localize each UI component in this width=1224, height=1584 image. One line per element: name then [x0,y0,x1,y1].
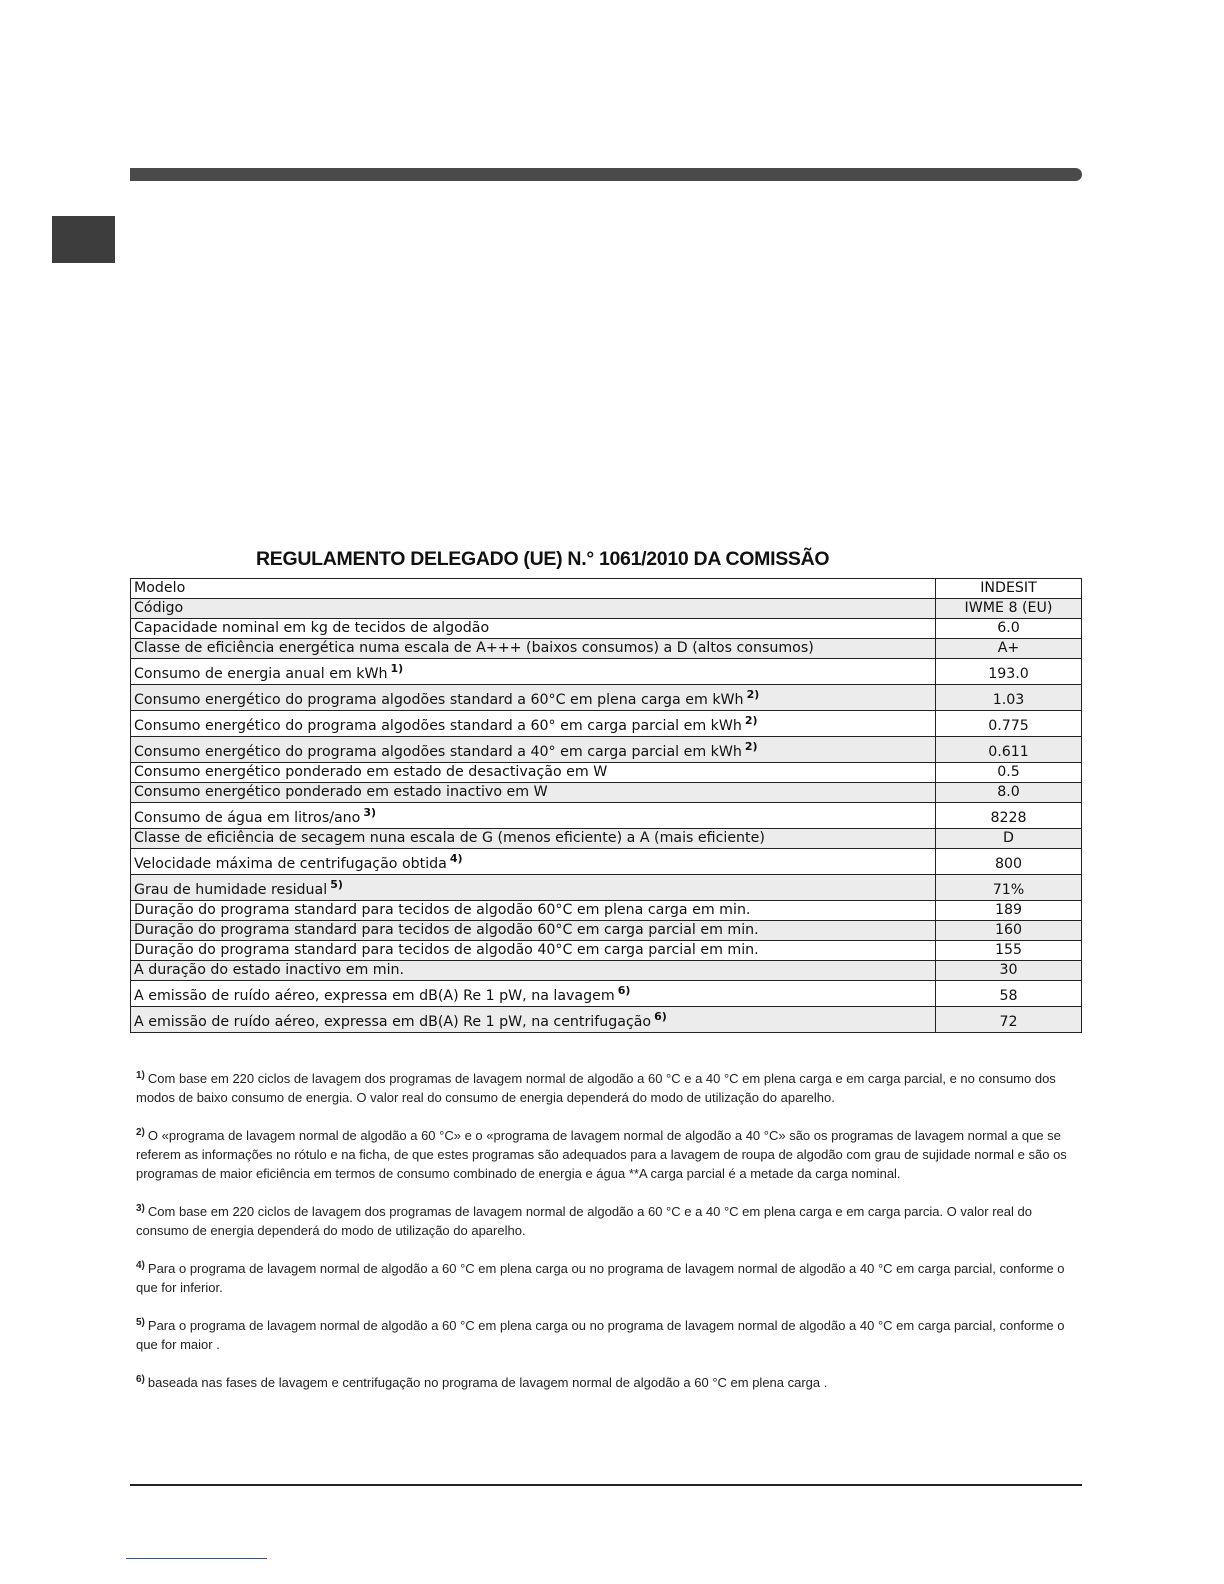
footnote-ref: 6) [617,984,631,997]
page-link-underline [126,1558,267,1559]
table-row [131,875,1082,901]
table-row [131,921,1082,941]
row-value: 71% [936,875,1082,901]
footnote-item [136,1199,1081,1240]
row-label: Duração do programa standard para tecidos de algodão 60°C em plena carga em min. [134,902,751,918]
row-label: Código [134,600,184,616]
row-label: Consumo energético ponderado em estado de desactivação em W [134,764,608,780]
row-label-cell [131,783,936,803]
footnote-text: Com base em 220 ciclos de lavagem dos programas de lavagem normal de algodão a 60 °C e a 40 °C em plena carga e em carga parcia. O valor real do consumo de energia dependerá do modo de utilização do aparelho. [136,1204,1032,1238]
footnote-item [136,1066,1081,1107]
table-row [131,941,1082,961]
table-row [131,619,1082,639]
footnote-mark: 5) [136,1317,145,1328]
table-row [131,1007,1082,1033]
regulation-title: REGULAMENTO DELEGADO (UE) N.° 1061/2010 DA COMISSÃO [256,548,830,570]
row-value: 8.0 [936,783,1082,803]
row-label: Capacidade nominal em kg de tecidos de algodão [134,620,490,636]
row-value: IWME 8 (EU) [936,599,1082,619]
row-label: Duração do programa standard para tecidos de algodão 60°C em carga parcial em min. [134,922,759,938]
row-label: Consumo energético do programa algodões standard a 60° em carga parcial em kWh [134,718,742,734]
footnote-ref: 4) [449,852,463,865]
table-row [131,803,1082,829]
language-tab-marker [52,216,115,263]
row-label-cell [131,599,936,619]
footnote-item [136,1313,1081,1354]
table-row [131,599,1082,619]
footnote-mark: 1) [136,1070,145,1081]
table-row [131,763,1082,783]
row-label-cell [131,849,936,875]
row-value: 0.5 [936,763,1082,783]
row-label-cell [131,981,936,1007]
row-value: 800 [936,849,1082,875]
row-label-cell [131,639,936,659]
row-label-cell [131,921,936,941]
row-label-cell [131,579,936,599]
product-fiche-table [130,578,1082,1033]
row-label: Classe de eficiência energética numa escala de A+++ (baixos consumos) a D (altos consumos) [134,640,814,656]
table-row [131,783,1082,803]
row-label-cell [131,685,936,711]
footnote-text: Com base em 220 ciclos de lavagem dos programas de lavagem normal de algodão a 60 °C e a 40 °C em plena carga e em carga parcial, e no consumo dos modos de baixo consumo de energia. O valor real do consumo de energia dependerá do modo de utilização do aparelho. [136,1071,1056,1105]
row-value: 6.0 [936,619,1082,639]
row-label: Consumo de energia anual em kWh [134,666,388,682]
footnote-text: O «programa de lavagem normal de algodão a 60 °C» e o «programa de lavagem normal de algodão a 40 °C» são os programas de lavagem normal a que se referem as informações no rótulo e na ficha, de que estes programas são adequados para a lavagem de roupa de algodão com grau de sujidade normal e são os programas de maior eficiência em termos de consumo combinado de energia e água **A carga parcial é a metade da carga nominal. [136,1128,1067,1181]
row-value: 155 [936,941,1082,961]
row-label-cell [131,941,936,961]
footnote-text: Para o programa de lavagem normal de algodão a 60 °C em plena carga ou no programa de lavagem normal de algodão a 40 °C em carga parcial, conforme o que for maior . [136,1318,1065,1352]
row-label: Grau de humidade residual [134,882,328,898]
header-rule [130,168,1082,181]
row-label-cell [131,829,936,849]
table-row [131,659,1082,685]
footnote-ref: 3) [363,806,377,819]
row-label-cell [131,711,936,737]
row-label-cell [131,737,936,763]
row-value: 8228 [936,803,1082,829]
row-label: Consumo de água em litros/ano [134,810,361,826]
footnote-ref: 2) [746,688,760,701]
row-value: D [936,829,1082,849]
row-label-cell [131,803,936,829]
row-value: 72 [936,1007,1082,1033]
row-label: Consumo energético do programa algodões standard a 40° em carga parcial em kWh [134,744,742,760]
footnote-text: Para o programa de lavagem normal de algodão a 60 °C em plena carga ou no programa de lavagem normal de algodão a 40 °C em carga parcial, conforme o que for inferior. [136,1261,1065,1295]
row-label: A duração do estado inactivo em min. [134,962,405,978]
row-label: A emissão de ruído aéreo, expressa em dB(A) Re 1 pW, na lavagem [134,988,615,1004]
row-label-cell [131,1007,936,1033]
table-row [131,711,1082,737]
footnote-item [136,1370,1081,1392]
footnote-ref: 5) [330,878,343,891]
row-value: 160 [936,921,1082,941]
table-row [131,737,1082,763]
row-label-cell [131,901,936,921]
footnote-mark: 2) [136,1127,145,1138]
footnote-ref: 1) [390,662,404,675]
footnote-ref: 2) [744,740,758,753]
table-row [131,961,1082,981]
footnote-mark: 4) [136,1260,145,1271]
table-row [131,685,1082,711]
table-row [131,639,1082,659]
row-value: 0.611 [936,737,1082,763]
footnote-mark: 6) [136,1374,145,1385]
row-value: 58 [936,981,1082,1007]
footnote-ref: 2) [744,714,758,727]
table-row [131,901,1082,921]
footer-rule [130,1484,1082,1486]
row-label-cell [131,763,936,783]
row-value: 30 [936,961,1082,981]
row-label: Velocidade máxima de centrifugação obtida [134,856,447,872]
row-label: Consumo energético do programa algodões standard a 60°C em plena carga em kWh [134,692,744,708]
row-label-cell [131,875,936,901]
row-value: 0.775 [936,711,1082,737]
table-row [131,829,1082,849]
row-label: Modelo [134,580,186,596]
row-label: A emissão de ruído aéreo, expressa em dB(A) Re 1 pW, na centrifugação [134,1014,652,1030]
footnote-item [136,1256,1081,1297]
table-row [131,849,1082,875]
footnote-mark: 3) [136,1203,145,1214]
row-label: Duração do programa standard para tecidos de algodão 40°C em carga parcial em min. [134,942,759,958]
row-value: 189 [936,901,1082,921]
row-value: 1.03 [936,685,1082,711]
row-label-cell [131,961,936,981]
row-value: 193.0 [936,659,1082,685]
footnote-item [136,1123,1081,1183]
row-label-cell [131,659,936,685]
table-row [131,981,1082,1007]
row-label: Consumo energético ponderado em estado inactivo em W [134,784,548,800]
row-label-cell [131,619,936,639]
table-row [131,579,1082,599]
row-value: INDESIT [936,579,1082,599]
row-value: A+ [936,639,1082,659]
footnote-text: baseada nas fases de lavagem e centrifugação no programa de lavagem normal de algodão a 60 °C em plena carga . [147,1375,828,1390]
footnote-ref: 6) [654,1010,667,1023]
footnotes [136,1066,1081,1408]
row-label: Classe de eficiência de secagem nuna escala de G (menos eficiente) a A (mais eficiente) [134,830,765,846]
